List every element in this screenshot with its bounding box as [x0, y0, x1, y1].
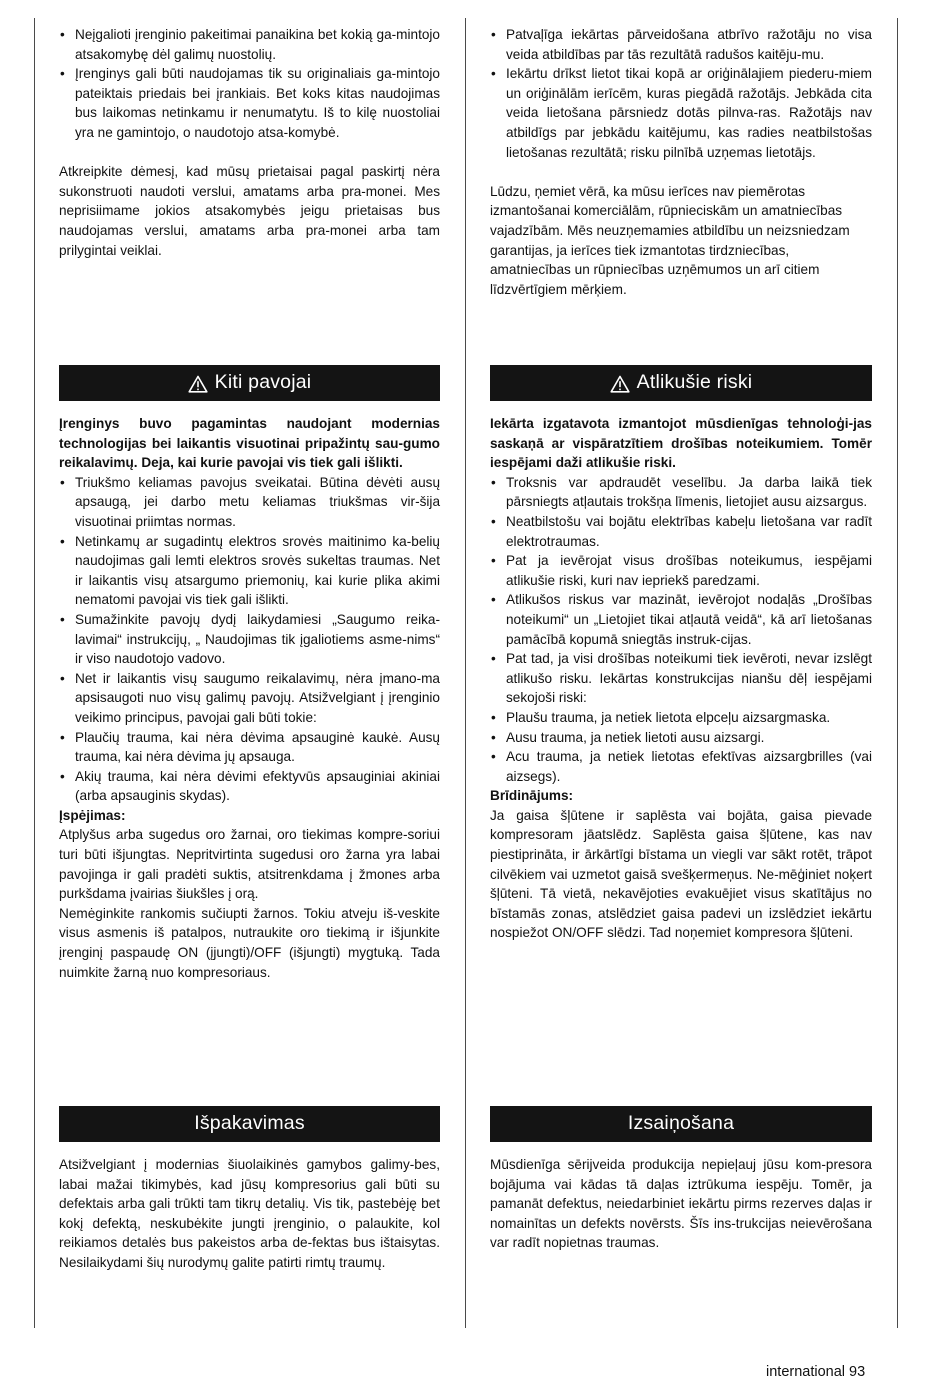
list-item: • Neįgalioti įrenginio pakeitimai panaikina bet kokią ga-mintojo atsakomybę dėl galimų nuostolių. [59, 25, 440, 64]
risks-intro: Įrenginys buvo pagamintas naudojant modernias technologijas bei laikantis visuotinai pripažintų sau-gumo reikalavimų. Deja, kai kurie pavojai vis tiek gali išlikti. [59, 416, 440, 471]
unpack-text: Atsižvelgiant į modernias šiuolaikinės gamybos galimy-bes, labai mažai tikimybės, kad jūsų kompresorius gali būti su defektais arba gali trūkti tam tikrų detalių. Vis tik, pastebėję bet kokį defektą, neskubėkite jungti įrenginio, o palaukite, kol reikiamos detalės bus pakeistos arba de-fektas bus ištaisytas. Nesilaikydami šių nurodymų galite patirti rimtų traumų. [59, 1157, 440, 1270]
right-risks-heading [490, 365, 872, 401]
risks-list-b [59, 728, 440, 806]
list-item: • Troksnis var apdraudēt veselību. Ja darba laikā tiek pārsniegts atļautais trokšņa līmenis, lietojiet ausu aizsargus. [490, 473, 872, 512]
warning-text: Ja gaisa šļūtene ir saplēsta vai bojāta, gaisa pievade kompresoram jāatslēdz. Saplēsta gaisa šļūtene, kas nav piestiprināta, ir ārkārtīgi bīstama un viegli var sākt rotēt, trāpot cilvēkiem vai uzmetot gaisā svešķermeņus. Ne-mēģiniet noķert šļūteni. Tā vietā, nekavējoties evakuējiet visus skatītājus no bīstamās zonas, atslēdziet gaisa padevi un izslēdziet iekārtu nospiežot ON/OFF slēdzi. Tad noņemiet kompresora šļūteni. [490, 807, 872, 941]
list-item: • Atlikušos riskus var mazināt, ievērojot nodaļās „Drošības noteikumi“ un „Lietojiet tikai atļautā veidā“, kā arī lietošanas pamācībā kopumā sniegtās instruk-cijas. [490, 590, 872, 649]
left-unpack-block [59, 1155, 440, 1273]
left-risks-block [59, 414, 440, 982]
section-title: Kiti pavojai [214, 371, 312, 394]
right-risks-block [490, 414, 872, 943]
section-title: Atlikušie riski [636, 371, 753, 394]
right-notice: Lūdzu, ņemiet vērā, ka mūsu ierīces nav piemērotas izmantošanai komerciālām, rūpnieciskām un amatniecības vajadzībām. Mēs neuzņemamies atbildību un neizsniedzam garantijas, ja ierīces tiek izmantotas tirdzniecības, amatniecības un rūpniecības uzņēmumos un arī citiem līdzvērtīgiem mērķiem. [490, 183, 850, 297]
right-unpack-block [490, 1155, 872, 1253]
list-item: • Iekārtu drīkst lietot tikai kopā ar oriģinālajiem piederu-miem un oriģinālām ierīcēm, kuras piegādā ražotājs. Jebkāda cita veida lietošana pārsniedz dotās pilnva-ras. Ražotājs nav atbildīgs par jebkādu kaitējumu, kas radies neatbilstošas lietošanas rezultātā; risku pilnībā uzņemas lietotājs. [490, 64, 872, 162]
warning-triangle-icon [610, 375, 630, 393]
list-item: • Pat ja ievērojat visus drošības noteikumus, iespējami atlikušie riski, kuri nav iepriekš paredzami. [490, 551, 872, 590]
right-top-bullets [490, 25, 872, 162]
list-item: • Ausu trauma, ja netiek lietoti ausu aizsargi. [490, 728, 872, 748]
right-margin-rule [897, 18, 898, 1328]
section-title: Izsaiņošana [627, 1112, 735, 1135]
risks-list-a [59, 473, 440, 728]
risks-list-b [490, 708, 872, 786]
list-item: • Neatbilstošu vai bojātu elektrības kabeļu lietošana var radīt elektrotraumas. [490, 512, 872, 551]
list-item: • Įrenginys gali būti naudojamas tik su originaliais ga-mintojo pateiktais priedais bei įrankiais. Bet koks kitas naudojimas bus laikomas netinkamu ir nenumatytu. Iš to kilę nuostoliai yra ne gamintojo, o naudotojo atsa-komybė. [59, 64, 440, 142]
list-item: • Akių trauma, kai nėra dėvimi efektyvūs apsauginiai akiniai (arba apsauginis skydas). [59, 767, 440, 806]
list-item: • Acu trauma, ja netiek lietotas efektīvas aizsargbrilles (vai aizsegs). [490, 747, 872, 786]
warning-text: Atplyšus arba sugedus oro žarnai, oro tiekimas kompre-soriui turi būti išjungtas. Nepritvirtinta sugedusi oro žarna yra labai pavojinga ir gali pradėti suktis, atsitrenkdama į žmones arba purkšdama įvairias šiukšles į orą. [59, 827, 440, 902]
list-item: • Pat tad, ja visi drošības noteikumi tiek ievēroti, nevar izslēgt atlikušo risku. Iekārtas konstrukcijas nianšu dēļ iespējami sekojoši riski: [490, 649, 872, 708]
left-margin-rule [34, 18, 35, 1328]
column-divider [465, 18, 466, 1328]
left-risks-heading [59, 365, 440, 401]
list-item: • Plaušu trauma, ja netiek lietota elpceļu aizsargmaska. [490, 708, 872, 728]
warning-triangle-icon [188, 375, 208, 393]
list-item: • Netinkamų ar sugadintų elektros srovės maitinimo ka-belių naudojimas gali lemti elektros srovės sukeltas traumas. Net ir laikantis visų atsargumo priemonių, kai kurie plika akimi nematomi pavojai vis tiek gali išlikti. [59, 532, 440, 610]
left-unpack-heading [59, 1106, 440, 1142]
section-title: Išpakavimas [194, 1112, 305, 1135]
right-unpack-heading [490, 1106, 872, 1142]
warning-text: Nemėginkite rankomis sučiupti žarnos. Tokiu atveju iš-veskite visus asmenis iš patalpos, nutraukite oro tiekimą ir išjunkite įrenginį paspaudę ON (įjungti)/OFF (išjungti) mygtuką. Tada nuimkite žarną nuo kompresoriaus. [59, 905, 440, 980]
right-top-block [490, 25, 872, 299]
risks-intro: Iekārta izgatavota izmantojot mūsdienīgas tehnoloģi-jas saskaņā ar vispāratzītiem drošības noteikumiem. Tomēr iespējami daži atlikušie riski. [490, 416, 872, 471]
unpack-text: Mūsdienīga sērijveida produkcija nepieļauj jūsu kom-presora bojājuma vai kādas tā daļas iztrūkuma iespēju. Tomēr, ja pamanāt defektus, neiedarbiniet iekārtu pirms rezerves daļas ir nomainītas un defekts novērsts. Šīs ins-trukcijas neievērošana var radīt nopietnas traumas. [490, 1157, 872, 1251]
list-item: • Plaučių trauma, kai nėra dėvima apsauginė kaukė. Ausų trauma, kai nėra dėvima jų apsauga. [59, 728, 440, 767]
left-top-bullets [59, 25, 440, 143]
left-notice: Atkreipkite dėmesį, kad mūsų prietaisai pagal paskirtį nėra sukonstruoti naudoti verslui, amatams arba pra-monei. Mes neprisiimame jokios atsakomybės jeigu prietaisas bus naudojamas verslui, amatams arba pra-monei arba tam prilygintai veiklai. [59, 164, 440, 258]
list-item: • Patvaļīga iekārtas pārveidošana atbrīvo ražotāju no visa veida atbildības par tās rezultātā radušos kaitēju-mu. [490, 25, 872, 64]
list-item: • Net ir laikantis visų saugumo reikalavimų, nėra įmano-ma apsisaugoti nuo visų galimų pavojų. Atsižvelgiant į įrenginio veikimo principus, pavojai gali būti tokie: [59, 669, 440, 728]
warning-label: Brīdinājums: [490, 788, 574, 804]
list-item: • Sumažinkite pavojų dydį laikydamiesi „Saugumo reika-lavimai“ instrukcijų, „ Naudojimas tik įgaliotiems asme-nims“ ir viso naudotojo vadovo. [59, 610, 440, 669]
left-top-block [59, 25, 440, 260]
page-footer: international 93 [766, 1364, 866, 1380]
warning-label: Įspėjimas: [59, 807, 126, 823]
list-item: • Triukšmo keliamas pavojus sveikatai. Būtina dėvėti ausų apsaugą, jei darbo metu keliamas triukšmas vir-šija visuotinai priimtas normas. [59, 473, 440, 532]
risks-list-a [490, 473, 872, 708]
